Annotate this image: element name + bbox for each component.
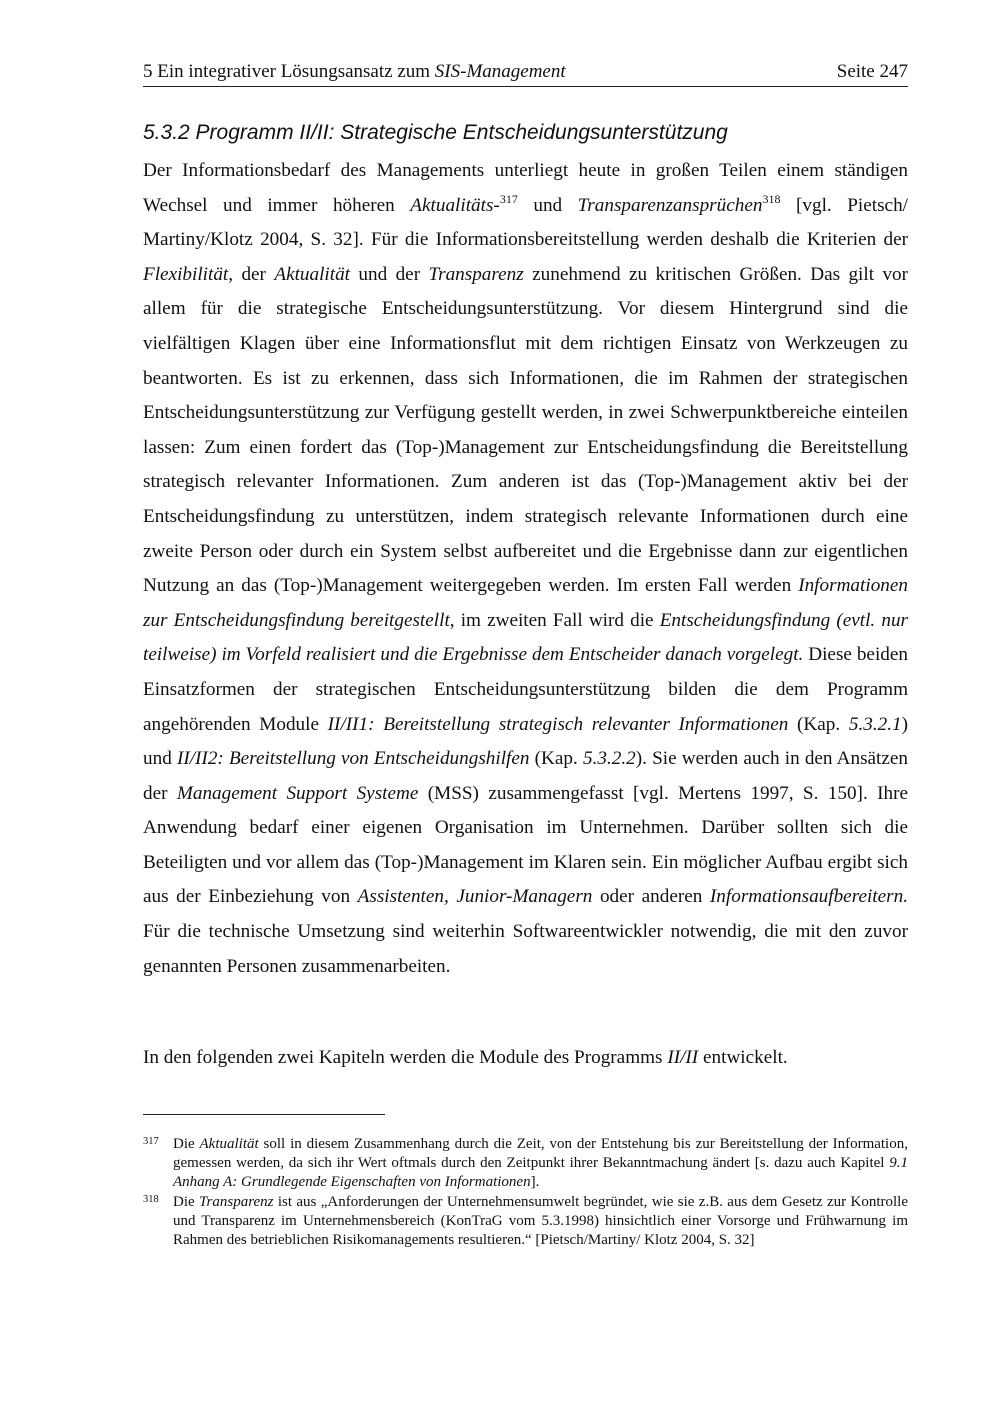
text-run: , der [228, 263, 275, 285]
footnotes [143, 1135, 908, 1250]
text-run: und der [350, 263, 429, 285]
text-run: [vgl. Pietsch/ Martiny/Klotz 2004, S. 32]. Für die Informationsbereitstellung werden deshalb die Kriterien der [143, 194, 908, 251]
emphasis-run: II/II [667, 1047, 699, 1068]
text-run: (Kap. [529, 748, 583, 770]
emphasis-run: Informationen zur Entscheidungsfindung bereitgestellt [143, 575, 908, 631]
footnote-number: 318 [143, 1193, 159, 1205]
emphasis-run: Aktualität [199, 1136, 259, 1152]
emphasis-run: Entscheidungsfindung (evtl. nur teilweise) im Vorfeld realisiert und die Ergebnisse dem Entscheider danach vorgelegt. [143, 609, 909, 666]
text-run: Für die technische Umsetzung sind weiterhin Softwareentwickler notwendig, die mit den zuvor genannten Personen zusammenarbeiten. [143, 921, 908, 977]
footnote-318 [143, 1193, 908, 1251]
footnote-text [173, 1135, 908, 1193]
chapter-title-italic: SIS-Management [434, 61, 566, 82]
text-run: (MSS) zusammengefasst [vgl. Mertens 1997, S. 150]. Ihre Anwendung bedarf einer eigenen Organisation im Unternehmen. Darüber sollten sich die Beteiligten und vor allem das (Top-)Management im Klaren sein. Ein möglicher Aufbau ergibt sich aus der Einbeziehung von [143, 782, 909, 908]
text-run: und [517, 194, 578, 216]
text-run: In den folgenden zwei Kapiteln werden die Module des Programms [143, 1047, 668, 1068]
emphasis-run: Transparenzansprüchen [577, 194, 763, 216]
text-run: ) und [143, 713, 908, 770]
footnote-ref-318[interactable]: 318 [762, 191, 781, 206]
emphasis-run: Transparenz [428, 263, 524, 285]
text-run: (Kap. [788, 713, 849, 735]
emphasis-run: II/II1: Bereitstellung strategisch relevanter Informationen [327, 713, 789, 735]
emphasis-run: II/II2: Bereitstellung von Entscheidungshilfen [176, 748, 530, 770]
footnote-ref-317[interactable]: 317 [499, 191, 518, 206]
page-number: Seite 247 [836, 61, 908, 82]
emphasis-run: Assistenten, Junior-Managern [357, 886, 593, 908]
text-run: ist aus „Anforderungen der Unternehmensumwelt begründet, wie sie z.B. aus dem Gesetz zur Kontrolle und Transparenz im Unternehmensbereich (KonTraG vom 5.3.1998) hinsichtlich einer Vorsorge und Frühwarnung im Rahmen des betrieblichen Risikomanagements resultieren.“ [Pietsch/Martiny/ Klotz 2004, S. 32] [173, 1193, 908, 1249]
text-run: ). Sie werden auch in den Ansätzen der [143, 748, 909, 804]
running-header [143, 60, 908, 84]
footnote-317 [143, 1135, 908, 1193]
text-run: Der Informationsbedarf des Managements unterliegt heute in großen Teilen einem ständigen Wechsel und immer höheren [143, 160, 908, 216]
section-heading: 5.3.2 Programm II/II: Strategische Entscheidungsunterstützung [143, 121, 728, 144]
chapter-title [143, 60, 566, 84]
footnote-text [173, 1193, 908, 1251]
emphasis-run: Aktualität [274, 263, 351, 285]
text-run: Die [173, 1193, 200, 1210]
footnote-number: 317 [143, 1136, 159, 1147]
header-rule [143, 86, 908, 87]
emphasis-run: Transparenz [199, 1193, 274, 1210]
text-run: oder anderen [592, 886, 710, 908]
emphasis-run: Management Support Systeme [176, 782, 419, 804]
text-run: ]. [530, 1174, 540, 1191]
body-paragraph-1 [143, 154, 908, 984]
text-run: soll in diesem Zusammenhang durch die Zeit, von der Entstehung bis zur Bereitstellung der Information, gemessen werden, da sich ihr Wert oftmals durch den Zeitpunkt ihrer Bekanntmachung ändert [s. dazu auch Kapitel [173, 1136, 908, 1172]
emphasis-run: Informationsaufbereitern. [709, 886, 908, 908]
text-run: Die [173, 1136, 200, 1152]
text-run: , im zweiten Fall wird die [449, 609, 660, 631]
emphasis-run: Flexibilität [143, 263, 229, 285]
text-run: entwickelt. [698, 1047, 788, 1068]
text-run: zunehmend zu kritischen Größen. Das gilt vor allem für die strategische Entscheidungsunterstützung. Vor diesem Hintergrund sind die vielfältigen Klagen über eine Informationsflut mit dem richtigen Einsatz von Werkzeugen zu beantworten. Es ist zu erkennen, dass sich Informationen, die im Rahmen der strategischen Entscheidungsunterstützung zur Verfügung gestellt werden, in zwei Schwerpunktbereiche einteilen lassen: Zum einen fordert das (Top-)Management zur Entscheidungsfindung die Bereitstellung strategisch relevanter Informationen. Zum anderen ist das (Top-)Management aktiv bei der Entscheidungsfindung zu unterstützen, indem strategisch relevante Informationen durch eine zweite Person oder durch ein System selbst aufbereitet und die Ergebnisse dann zur eigentlichen Nutzung an das (Top-)Management weitergegeben werden. Im ersten Fall werden [143, 263, 909, 597]
chapter-title-text: 5 Ein integrativer Lösungsansatz zum [143, 61, 435, 82]
emphasis-run: Aktualitäts- [410, 194, 500, 216]
footnote-separator [143, 1114, 385, 1115]
chapter-ref[interactable]: 5.3.2.2 [582, 748, 636, 770]
text-run: Diese beiden Einsatzformen der strategischen Entscheidungsunterstützung bilden die dem Programm angehörenden Module [143, 644, 908, 735]
body-paragraph-2 [143, 1041, 908, 1076]
chapter-ref[interactable]: 9.1 Anhang A: Grundlegende Eigenschaften von Informationen [173, 1155, 908, 1191]
chapter-ref[interactable]: 5.3.2.1 [848, 713, 902, 735]
